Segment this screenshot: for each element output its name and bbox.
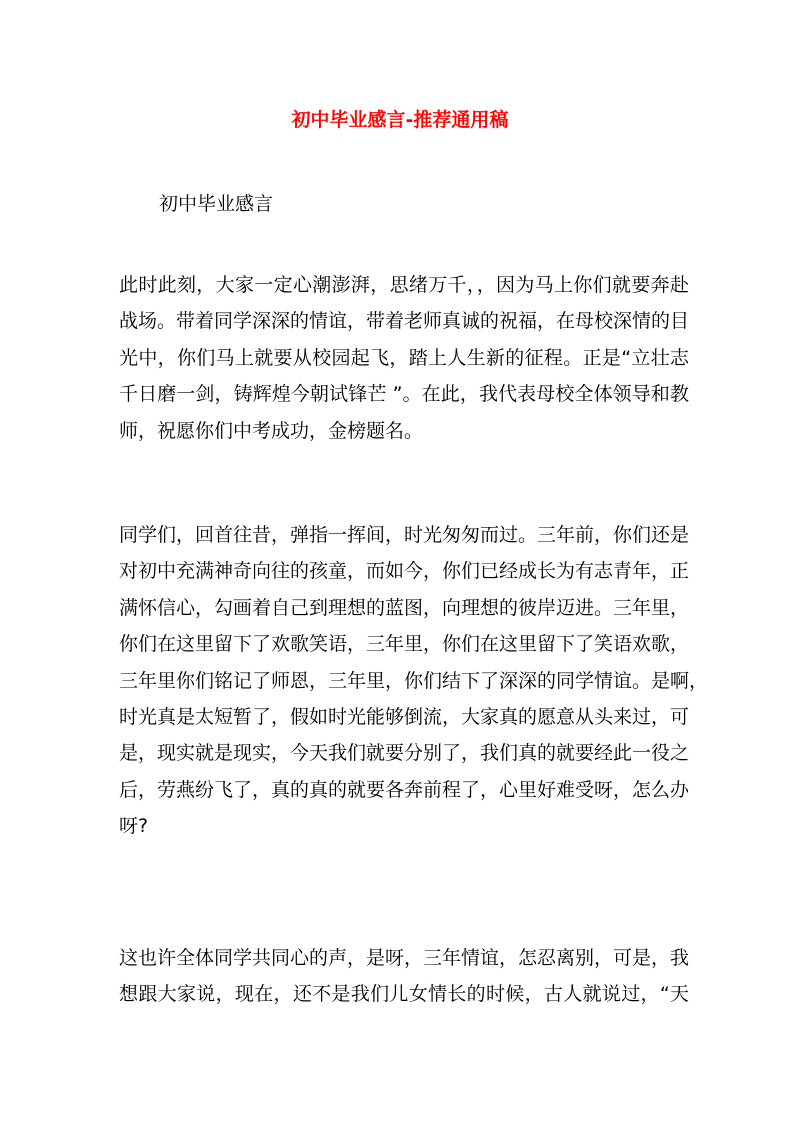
paragraph-line: 你们在这里留下了欢歌笑语，三年里，你们在这里留下了笑语欢歌， bbox=[119, 633, 690, 656]
document-subtitle: 初中毕业感言 bbox=[159, 193, 274, 215]
document-title: 初中毕业感言-推荐通用稿 bbox=[291, 109, 509, 131]
paragraph-line: 后，劳燕纷飞了，真的真的就要各奔前程了，心里好难受呀，怎么办 bbox=[119, 778, 690, 801]
paragraph-line: 师，祝愿你们中考成功，金榜题名。 bbox=[119, 419, 424, 442]
paragraph-line: 呀? bbox=[119, 815, 149, 838]
paragraph-2 bbox=[119, 517, 709, 845]
paragraph-line: 满怀信心，勾画着自己到理想的蓝图，向理想的彼岸迈进。三年里， bbox=[119, 596, 690, 619]
paragraph-line: 千日磨一剑，铸辉煌今朝试锋芒 ”。在此，我代表母校全体领导和教 bbox=[119, 383, 689, 406]
paragraph-line: 想跟大家说，现在，还不是我们儿女情长的时候，古人就说过，“天 bbox=[119, 983, 689, 1006]
paragraph-line: 三年里你们铭记了师恩，三年里，你们结下了深深的同学情谊。是啊， bbox=[119, 669, 709, 692]
paragraph-line: 战场。带着同学深深的情谊，带着老师真诚的祝福，在母校深情的目 bbox=[119, 310, 690, 333]
paragraph-line: 光中，你们马上就要从校园起飞，踏上人生新的征程。正是“立壮志 bbox=[119, 346, 689, 369]
paragraph-line: 同学们，回首往昔，弹指一挥间，时光匆匆而过。三年前，你们还是 bbox=[119, 524, 690, 546]
paragraph-line: 此时此刻，大家一定心潮澎湃，思绪万千，，因为马上你们就要奔赴 bbox=[119, 274, 689, 296]
paragraph-line: 对初中充满神奇向往的孩童，而如今，你们已经成长为有志青年，正 bbox=[119, 560, 690, 583]
paragraph-line: 是，现实就是现实，今天我们就要分别了，我们真的就要经此一役之 bbox=[119, 742, 690, 765]
paragraph-line: 时光真是太短暂了，假如时光能够倒流，大家真的愿意从头来过，可 bbox=[119, 705, 690, 728]
paragraph-1 bbox=[119, 267, 689, 449]
paragraph-line: 这也许全体同学共同心的声，是呀，三年情谊，怎忍离别，可是，我 bbox=[119, 947, 690, 969]
paragraph-3 bbox=[119, 940, 689, 1013]
